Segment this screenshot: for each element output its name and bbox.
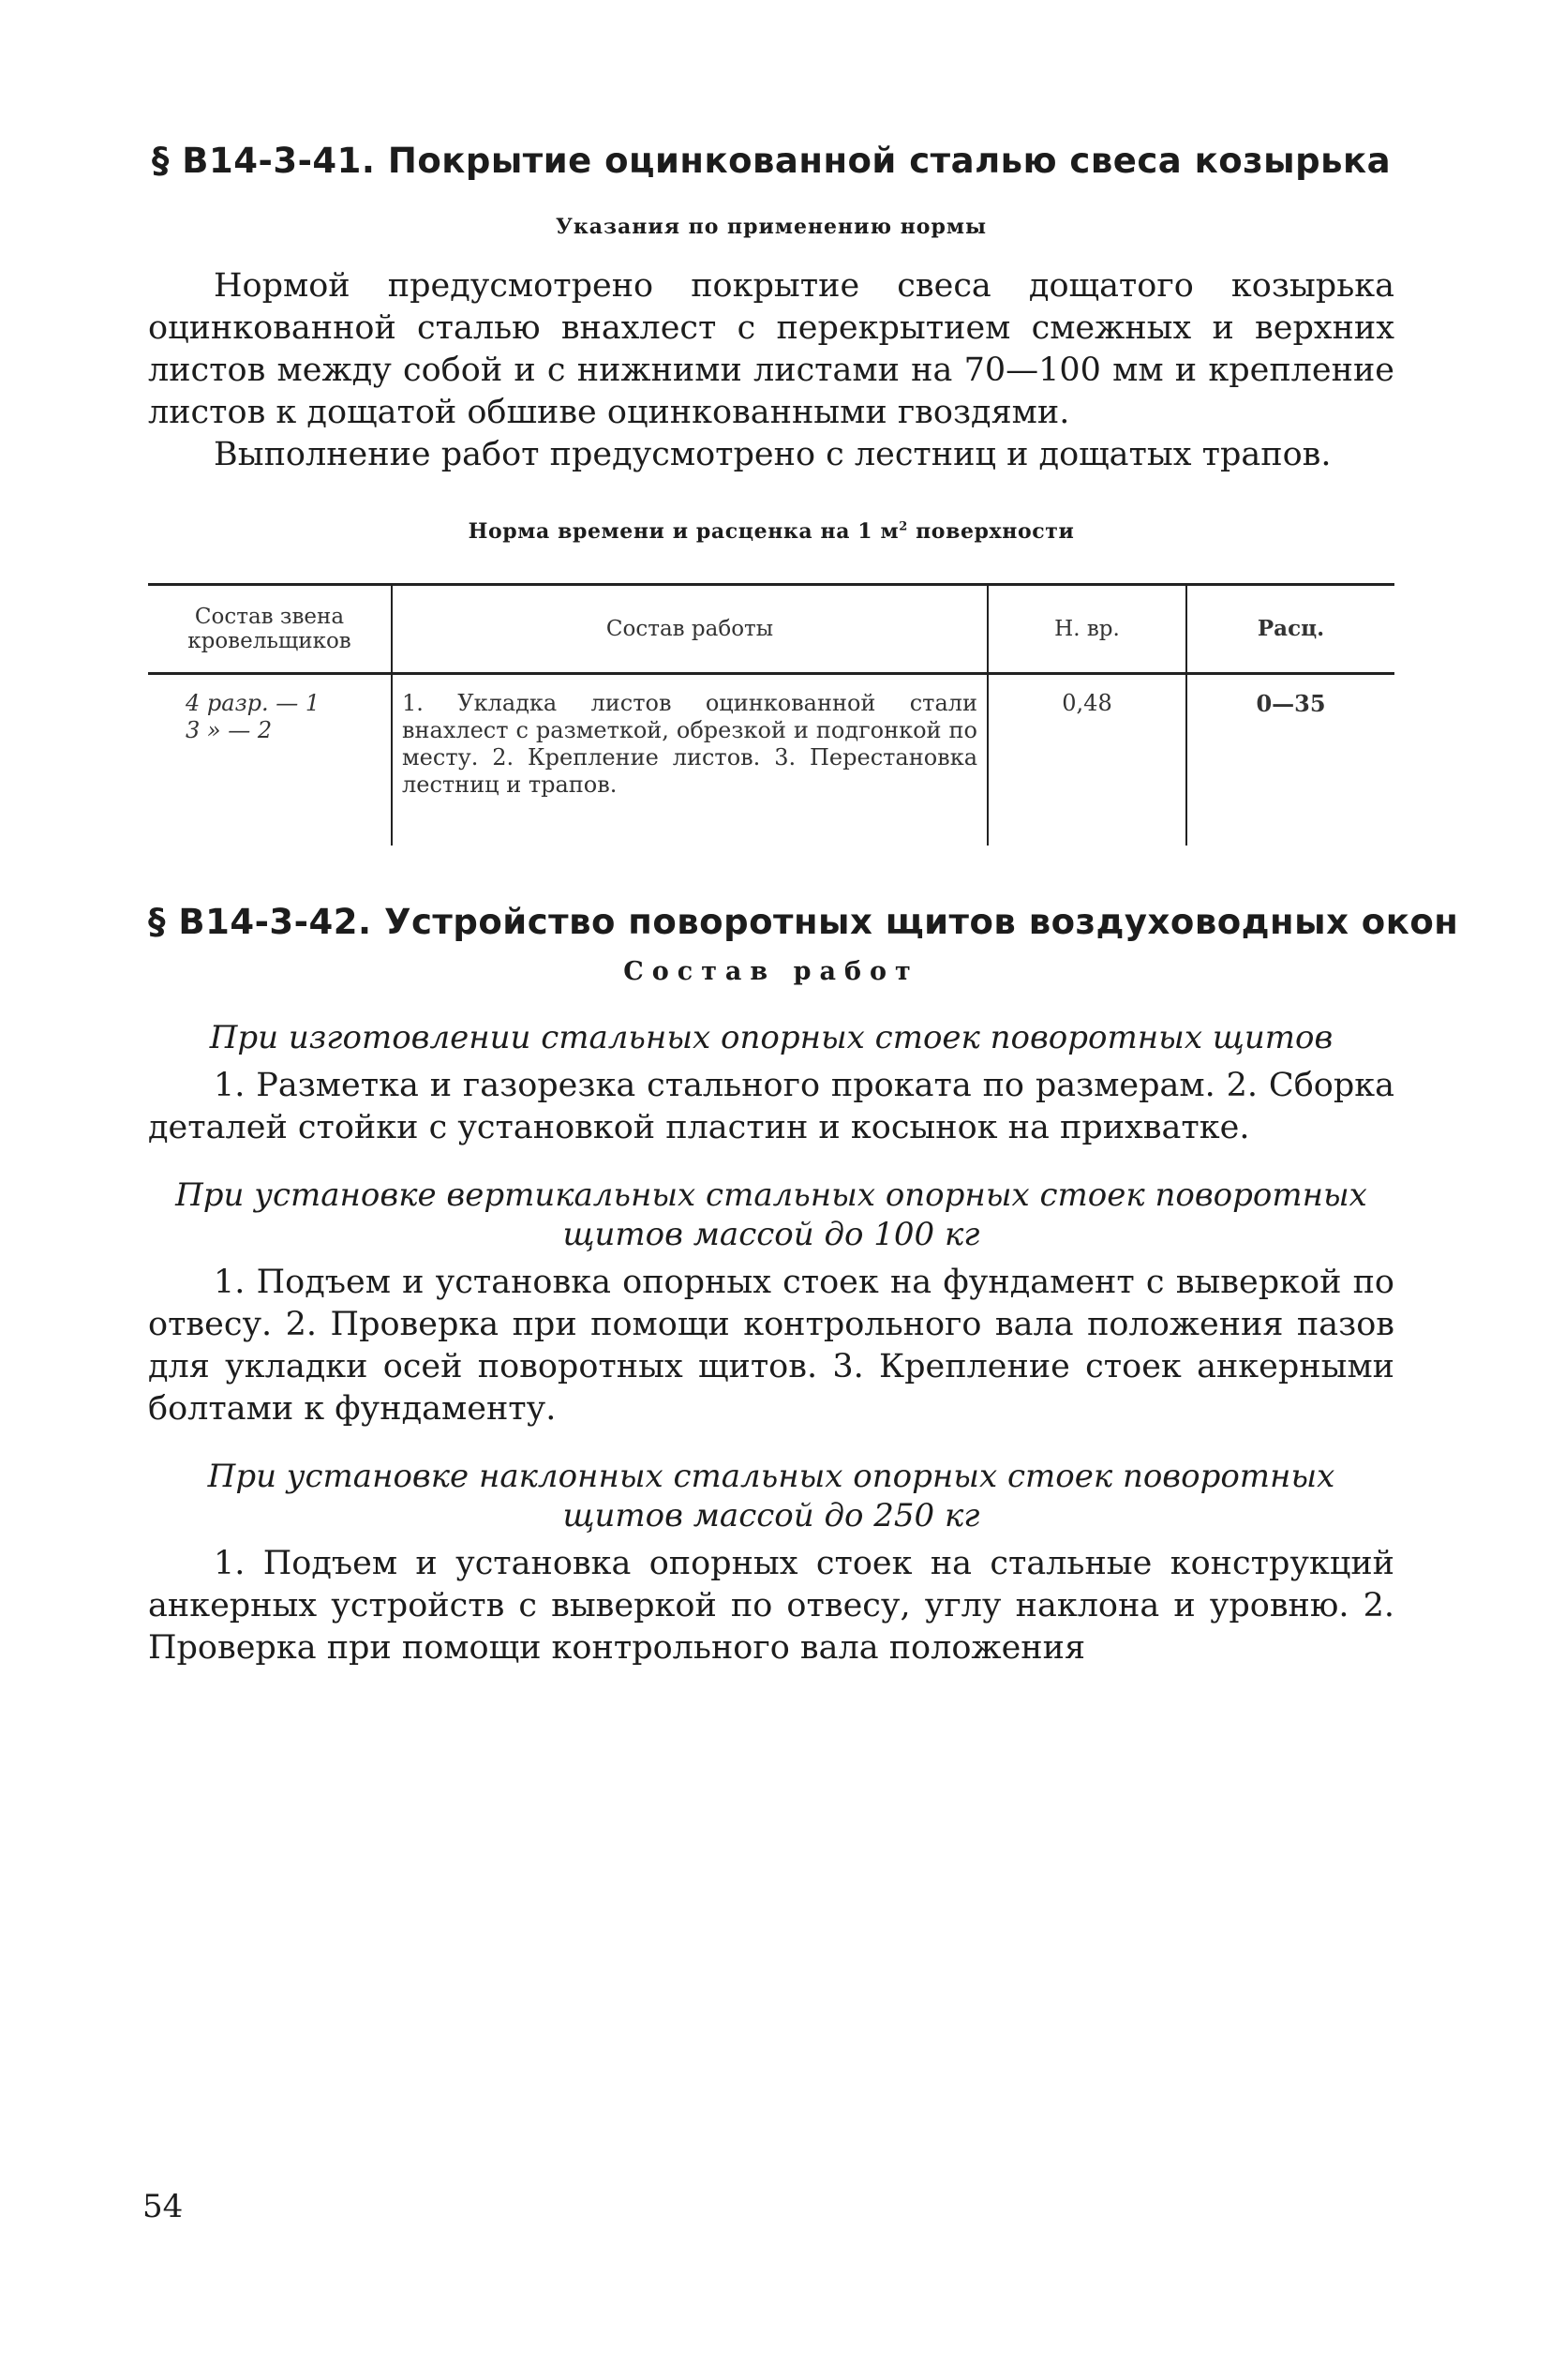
table-title-text: Норма времени и расценка на 1 м: [468, 519, 900, 544]
section-subheading-work-composition: Состав работ: [623, 957, 919, 986]
header-work: Состав работы: [392, 585, 988, 674]
table-header-row: [148, 585, 1394, 674]
page-number: 54: [142, 2188, 184, 2225]
table-title-superscript: 2: [899, 519, 908, 534]
header-rate: Расц.: [1186, 585, 1394, 674]
norm-table: [148, 583, 1394, 846]
cell-crew: [148, 674, 392, 846]
crew-line-2: 3 » — 2: [186, 717, 273, 743]
paragraph-work-conditions: Выполнение работ предусмотрено с лестниц и дощатых трапов.: [214, 436, 1332, 473]
page-content: [148, 141, 1459, 1669]
section-subheading: Указания по применению нормы: [555, 215, 988, 239]
block-text-vertical-install: 1. Подъем и установка опорных стоек на фундамент с выверкой по отвесу. 2. Проверка при помощи контрольного вала положения пазов для укладки осей поворотных щитов. 3. Крепление стоек анкерными болтами к фундаменту.: [148, 1264, 1394, 1428]
cell-time-norm: 0,48: [988, 674, 1186, 846]
cell-rate: 0—35: [1186, 674, 1394, 846]
crew-line-1: 4 разр. — 1: [186, 690, 320, 716]
block-heading-inclined-install: При установке наклонных стальных опорных стоек поворотных щитов массой до 250 кг: [207, 1458, 1335, 1534]
table-title-end: поверхности: [907, 519, 1075, 544]
block-text-manufacturing: 1. Разметка и газорезка стального проката по размерам. 2. Сборка деталей стойки с установкой пластин и косынок на прихватке.: [148, 1067, 1394, 1146]
table-row: [148, 674, 1394, 846]
section-title-b14-3-42: § В14-3-42. Устройство поворотных щитов воздуховодных окон: [148, 902, 1459, 942]
cell-work: 1. Укладка листов оцинкованной стали внахлест с разметкой, обрезкой и подгонкой по месту. 2. Крепление листов. 3. Перестановка лестниц и трапов.: [392, 674, 988, 846]
section-title-b14-3-41: § В14-3-41. Покрытие оцинкованной сталью свеса козырька: [151, 141, 1392, 181]
block-heading-vertical-install: При установке вертикальных стальных опорных стоек поворотных щитов массой до 100 кг: [175, 1176, 1367, 1253]
block-text-inclined-install: 1. Подъем и установка опорных стоек на стальные конструкций анкерных устройств с выверкой по отвесу, углу наклона и уровню. 2. Проверка при помощи контрольного вала положения: [148, 1545, 1394, 1667]
header-time-norm: Н. вр.: [988, 585, 1186, 674]
paragraph-norm-description: Нормой предусмотрено покрытие свеса дощатого козырька оцинкованной сталью внахлест с перекрытием смежных и верхних листов между собой и с нижними листами на 70—100 мм и крепление листов к дощатой обшиве оцинкованными гвоздями.: [148, 267, 1394, 431]
block-heading-manufacturing: При изготовлении стальных опорных стоек поворотных щитов: [209, 1019, 1334, 1056]
header-crew: Состав звена кровельщиков: [148, 585, 392, 674]
table-title: [148, 519, 1394, 544]
